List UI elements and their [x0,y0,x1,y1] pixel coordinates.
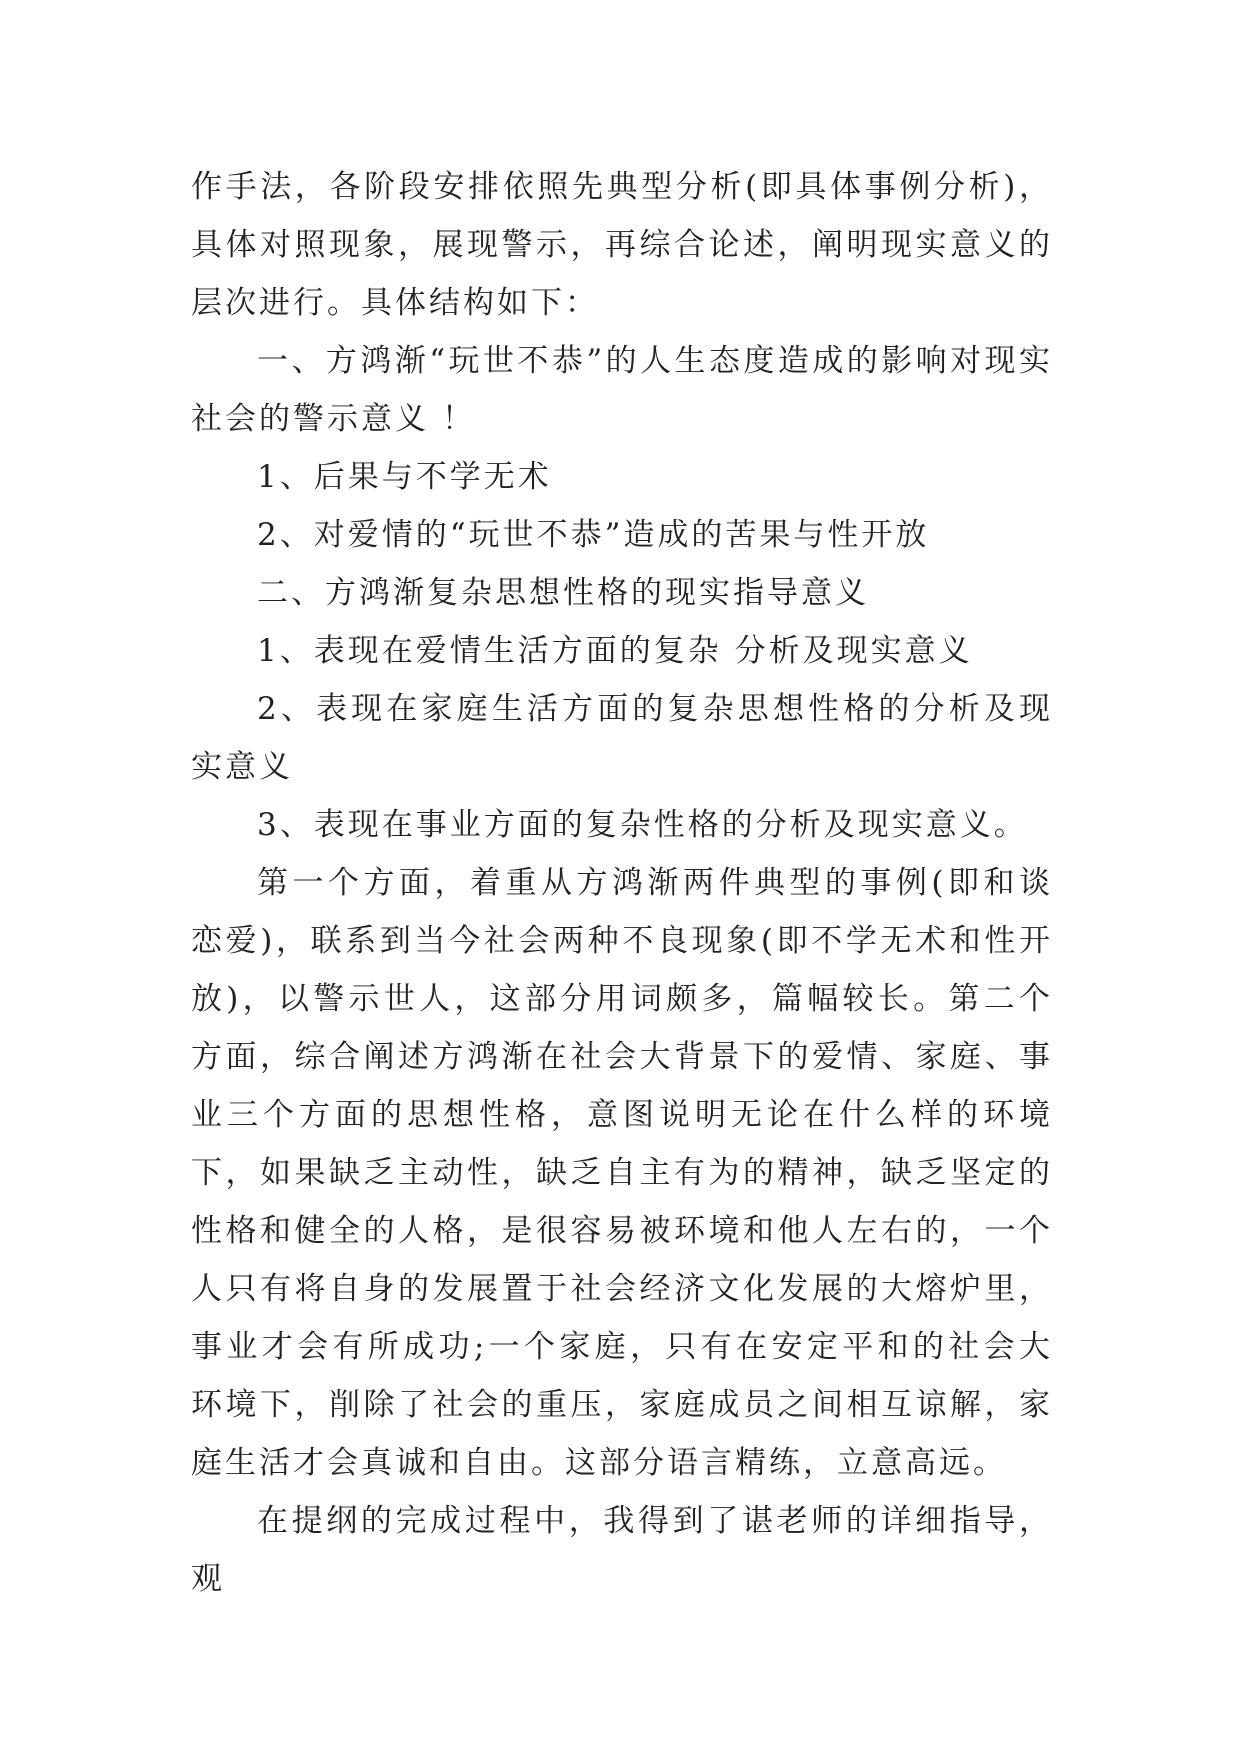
outline-heading-2: 二、方鸿渐复杂思想性格的现实指导意义 [257,575,869,611]
outline-item-1-2: 2、对爱情的“玩世不恭”造成的苦果与性开放 [257,517,930,553]
outline-item-2-1: 1、表现在爱情生活方面的复杂 分析及现实意义 [257,633,973,669]
outline-heading-1: 一、方鸿渐“玩世不恭”的人生态度造成的影响对现实社会的警示意义 ！ [191,343,1053,437]
outline-item-2-2: 2、表现在家庭生活方面的复杂思想性格的分析及现实意义 [191,691,1053,785]
body-paragraph: 第一个方面，着重从方鸿渐两件典型的事例(即和谈恋爱)，联系到当今社会两种不良现象(即不学无术和性开放)，以警示世人，这部分用词颇多，篇幅较长。第二个方面，综合阐述方鸿渐在社会大背景下的爱情、家庭、事业三个方面的思想性格，意图说明无论在什么样的环境下，如果缺乏主动性，缺乏自主有为的精神，缺乏坚定的性格和健全的人格，是很容易被环境和他人左右的，一个人只有将自身的发展置于社会经济文化发展的大熔炉里，事业才会有所成功;一个家庭，只有在安定平和的社会大环境下，削除了社会的重压，家庭成员之间相互谅解，家庭生活才会真诚和自由。这部分语言精练，立意高远。 [191,865,1053,1481]
outline-item-2-3: 3、表现在事业方面的复杂性格的分析及现实意义。 [257,807,1028,843]
body-paragraph-final: 在提纲的完成过程中，我得到了谌老师的详细指导，观 [191,1503,1053,1597]
document-body [191,158,1053,1608]
outline-item-1-1: 1、后果与不学无术 [257,459,552,495]
paragraph-continuation: 作手法，各阶段安排依照先典型分析(即具体事例分析)，具体对照现象，展现警示，再综合论述，阐明现实意义的层次进行。具体结构如下： [191,169,1053,321]
